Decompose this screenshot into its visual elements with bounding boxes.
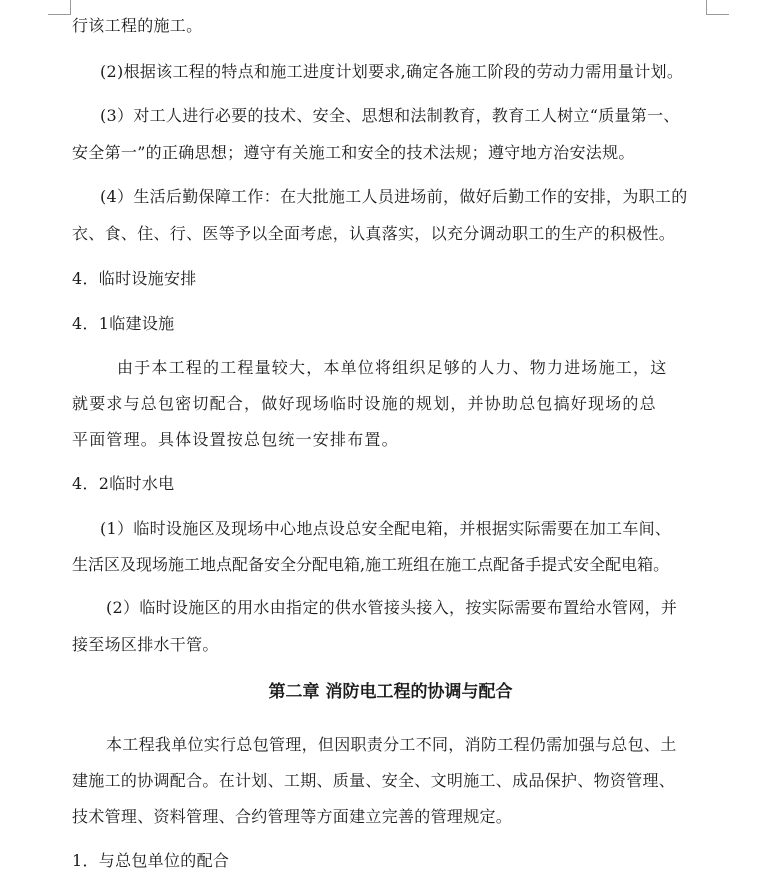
paragraph-line: 衣、食、住、行、医等予以全面考虑，认真落实，以充分调动职工的生产的积极性。 (72, 224, 676, 243)
paragraph-line: 本工程我单位实行总包管理，但因职责分工不同，消防工程仍需加强与总包、土 (106, 735, 677, 754)
paragraph-line: (2)根据该工程的特点和施工进度计划要求,确定各施工阶段的劳动力需用量计划。 (100, 62, 684, 81)
paragraph-line: (2）临时设施区的用水由指定的供水管接头接入，按实际需要布置给水管网，并 (106, 598, 678, 617)
paragraph-line: 接至场区排水干管。 (72, 635, 219, 654)
paragraph-line: 平面管理。具体设置按总包统一安排布置。 (72, 430, 399, 449)
paragraph-line: (1）临时设施区及现场中心地点设总安全配电箱，并根据实际需要在加工车间、 (100, 519, 672, 538)
paragraph-line: 生活区及现场施工地点配备安全分配电箱,施工班组在施工点配备手提式安全配电箱。 (72, 555, 670, 574)
paragraph-line: 安全第一”的正确思想；遵守有关施工和安全的技术法规；遵守地方治安法规。 (72, 143, 635, 162)
paragraph-line: 建施工的协调配合。在计划、工期、质量、安全、文明施工、成品保护、物资管理、 (72, 771, 676, 790)
subsection-heading: 4．2临时水电 (72, 474, 175, 493)
corner-mark-left (48, 0, 71, 15)
subsection-heading: 4．1临建设施 (72, 314, 175, 333)
section-heading: 4．临时设施安排 (72, 269, 197, 288)
paragraph-line: 由于本工程的工程量较大，本单位将组织足够的人力、物力进场施工，这 (117, 358, 668, 377)
paragraph-line: 就要求与总包密切配合，做好现场临时设施的规划，并协助总包搞好现场的总 (72, 394, 657, 413)
section-heading: 1．与总包单位的配合 (72, 851, 230, 870)
paragraph-line: (4）生活后勤保障工作：在大批施工人员进场前，做好后勤工作的安排，为职工的 (100, 187, 688, 206)
paragraph-line: 技术管理、资料管理、合约管理等方面建立完善的管理规定。 (72, 807, 513, 826)
paragraph-line: (3）对工人进行必要的技术、安全、思想和法制教育，教育工人树立“质量第一、 (100, 106, 680, 125)
corner-mark-right (706, 0, 729, 15)
paragraph-line: 行该工程的施工。 (72, 16, 203, 35)
chapter-title: 第二章 消防电工程的协调与配合 (268, 682, 513, 702)
